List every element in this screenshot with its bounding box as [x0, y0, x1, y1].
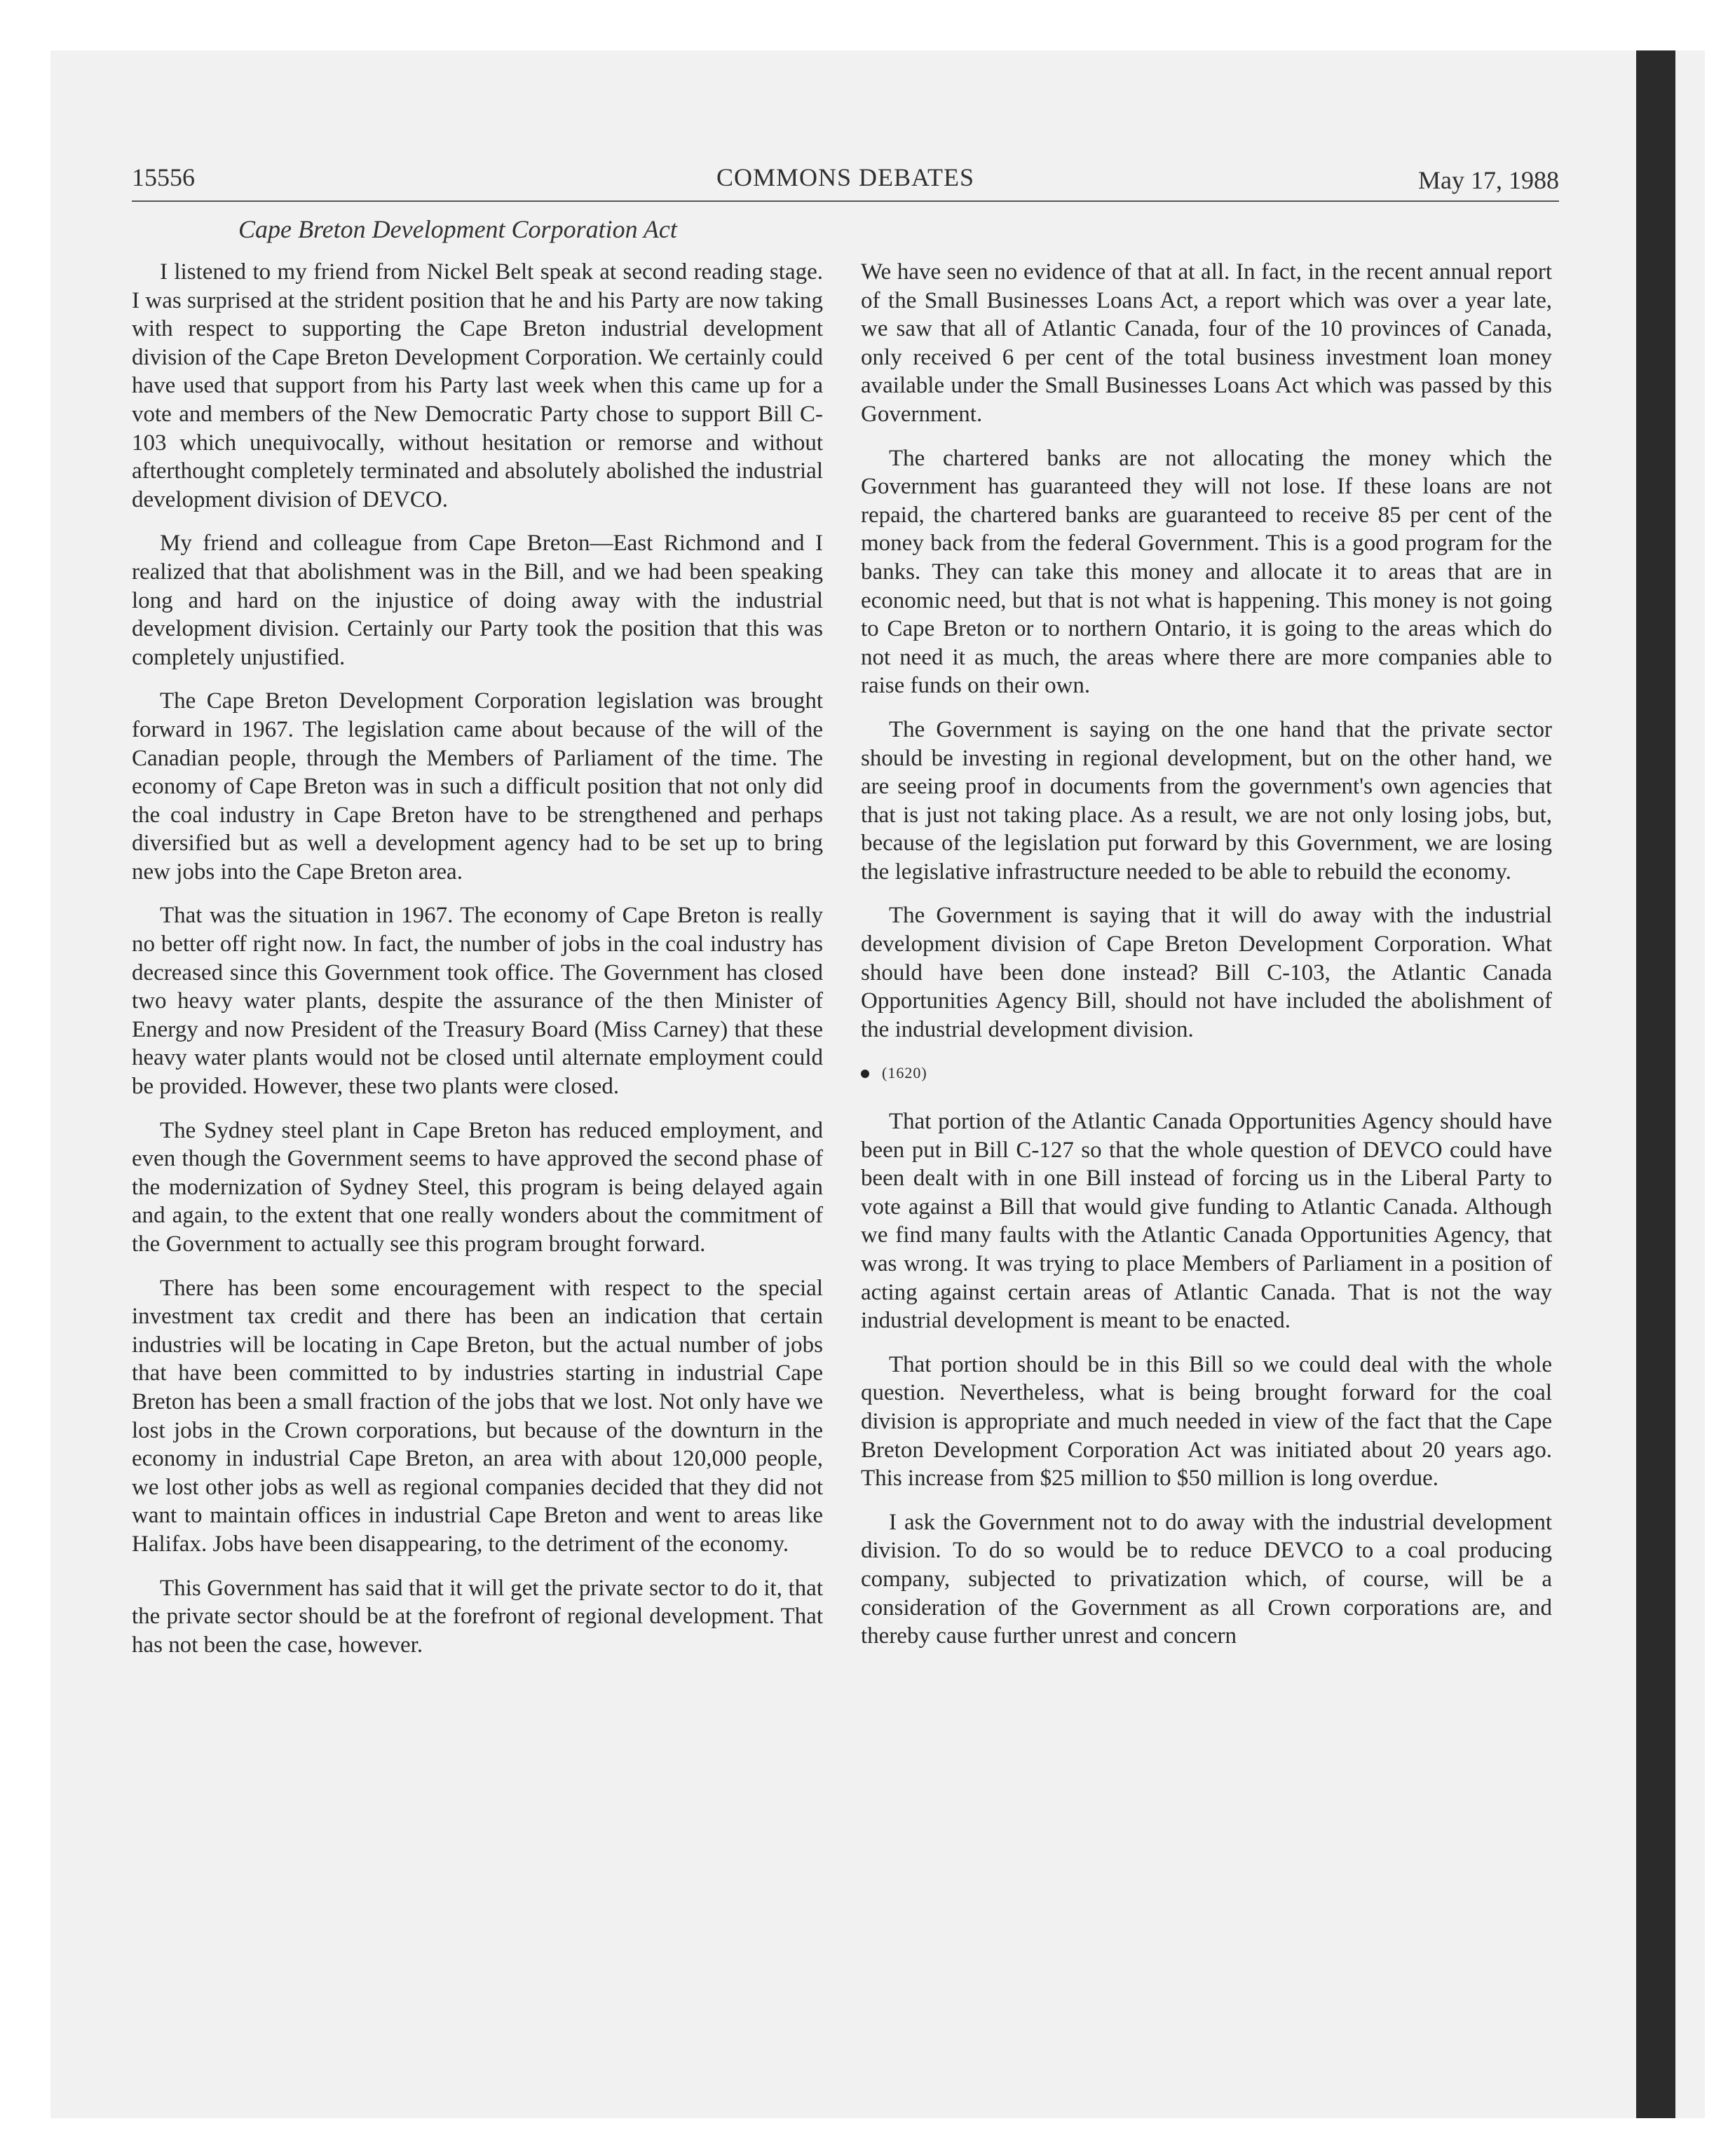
right-column: [861, 258, 1552, 1666]
publication-date: May 17, 1988: [1418, 166, 1559, 194]
paragraph: The Sydney steel plant in Cape Breton has reduced employment, and even though the Government seems to have approved the second phase of the modernization of Sydney Steel, this program is being delayed again and again, to the extent that one really wonders about the commitment of the Government to actually see this program brought forward.: [132, 1117, 823, 1257]
bullet-icon: [861, 1070, 869, 1078]
page-header: [132, 163, 1559, 202]
time-stamp-text: (1620): [882, 1064, 927, 1082]
paragraph: I ask the Government not to do away with the industrial development division. To do so would be to reduce DEVCO to a coal producing company, subjected to privatization which, of course, will be a consideration of the Government as all Crown corporations are, and thereby cause further unrest and concern: [861, 1509, 1552, 1649]
running-title: Cape Breton Development Corporation Act: [238, 215, 677, 243]
paragraph: That was the situation in 1967. The economy of Cape Breton is really no better off right now. In fact, the number of jobs in the coal industry has decreased since this Government took office. The Government has closed two heavy water plants, despite the assurance of the then Minister of Energy and now President of the Treasury Board (Miss Carney) that these heavy water plants would not be closed until alternate employment could be provided. However, these two plants were closed.: [132, 903, 823, 1100]
paragraph-continued: We have seen no evidence of that at all. In fact, in the recent annual report of the Small Businesses Loans Act, a report which was over a year late, we saw that all of Atlantic Canada, four of the 10 provinces of Canada, only received 6 per cent of the total business investment loan money available under the Small Businesses Loans Act which was passed by this Government.: [861, 259, 1552, 427]
paragraph: The Government is saying that it will do away with the industrial development division of Cape Breton Development Corporation. What should have been done instead? Bill C-103, the Atlantic Canada Opportunities Agency Bill, should not have included the abolishment of the industrial development division.: [861, 903, 1552, 1042]
scan-edge-bar: [1636, 50, 1675, 2118]
paragraph: I listened to my friend from Nickel Belt speak at second reading stage. I was surprised at the strident position that he and his Party are now taking with respect to supporting the Cape Breton industrial development division of the Cape Breton Development Corporation. We certainly could have used that support from his Party last week when this came up for a vote and members of the New Democratic Party chose to support Bill C-103 which unequivocally, without hesitation or remorse and without afterthought completely terminated and absolutely abolished the industrial development division of DEVCO.: [132, 259, 823, 512]
publication-title: COMMONS DEBATES: [716, 163, 975, 191]
paragraph: The chartered banks are not allocating the money which the Government has guaranteed they will not lose. If these loans are not repaid, the chartered banks are guaranteed to receive 85 per cent of the money back from the federal Government. This is a good program for the banks. They can take this money and allocate it to areas that are in economic need, but that is not what is happening. This money is not going to Cape Breton or to northern Ontario, it is going to the areas which do not need it as much, the areas where there are more companies able to raise funds on their own.: [861, 445, 1552, 699]
header-rule: [132, 200, 1559, 202]
paragraph: There has been some encouragement with respect to the special investment tax credit and there has been an indication that certain industries will be locating in Cape Breton, but the actual number of jobs that have been committed to by industries starting in industrial Cape Breton has been a small fraction of the jobs that we lost. Not only have we lost jobs in the Crown corporations, but because of the downturn in the economy in industrial Cape Breton, an area with about 120,000 people, we lost other jobs as well as regional companies decided that they did not want to maintain offices in industrial Cape Breton and went to areas like Halifax. Jobs have been disappearing, to the detriment of the economy.: [132, 1275, 823, 1557]
paragraph: My friend and colleague from Cape Breton—East Richmond and I realized that that abolishment was in the Bill, and we had been speaking long and hard on the injustice of doing away with the industrial development division. Certainly our Party took the position that this was completely unjustified.: [132, 531, 823, 670]
time-stamp: [861, 1059, 1552, 1088]
page-number: 15556: [132, 163, 195, 191]
paragraph: That portion of the Atlantic Canada Opportunities Agency should have been put in Bill C-127 so that the whole question of DEVCO could have been dealt with in one Bill instead of forcing us in the Liberal Party to vote against a Bill that would give funding to Atlantic Canada. Although we find many faults with the Atlantic Canada Opportunities Agency, that was wrong. It was trying to place Members of Parliament in a position of acting against certain areas of Atlantic Canada. That is not the way industrial development is meant to be enacted.: [861, 1109, 1552, 1334]
paragraph: That portion should be in this Bill so we could deal with the whole question. Nevertheless, what is being brought forward for the coal division is appropriate and much needed in view of the fact that the Cape Breton Development Corporation Act was initiated about 20 years ago. This increase from $25 million to $50 million is long overdue.: [861, 1351, 1552, 1492]
left-column: [132, 258, 823, 1674]
paragraph: The Government is saying on the one hand that the private sector should be investing in regional development, but on the other hand, we are seeing proof in documents from the government's own agencies that that is just not taking place. As a result, we are not only losing jobs, but, because of the legislation put forward by this Government, we are losing the legislative infrastructure needed to be able to rebuild the economy.: [861, 716, 1552, 885]
paragraph: The Cape Breton Development Corporation legislation was brought forward in 1967. The legislation came about because of the will of the Canadian people, through the Members of Parliament of the time. The economy of Cape Breton was in such a difficult position that not only did the coal industry in Cape Breton have to be strengthened and perhaps diversified but as well a development agency had to be set up to bring new jobs into the Cape Breton area.: [132, 688, 823, 885]
paragraph: This Government has said that it will get the private sector to do it, that the private sector should be at the forefront of regional development. That has not been the case, however.: [132, 1575, 823, 1658]
